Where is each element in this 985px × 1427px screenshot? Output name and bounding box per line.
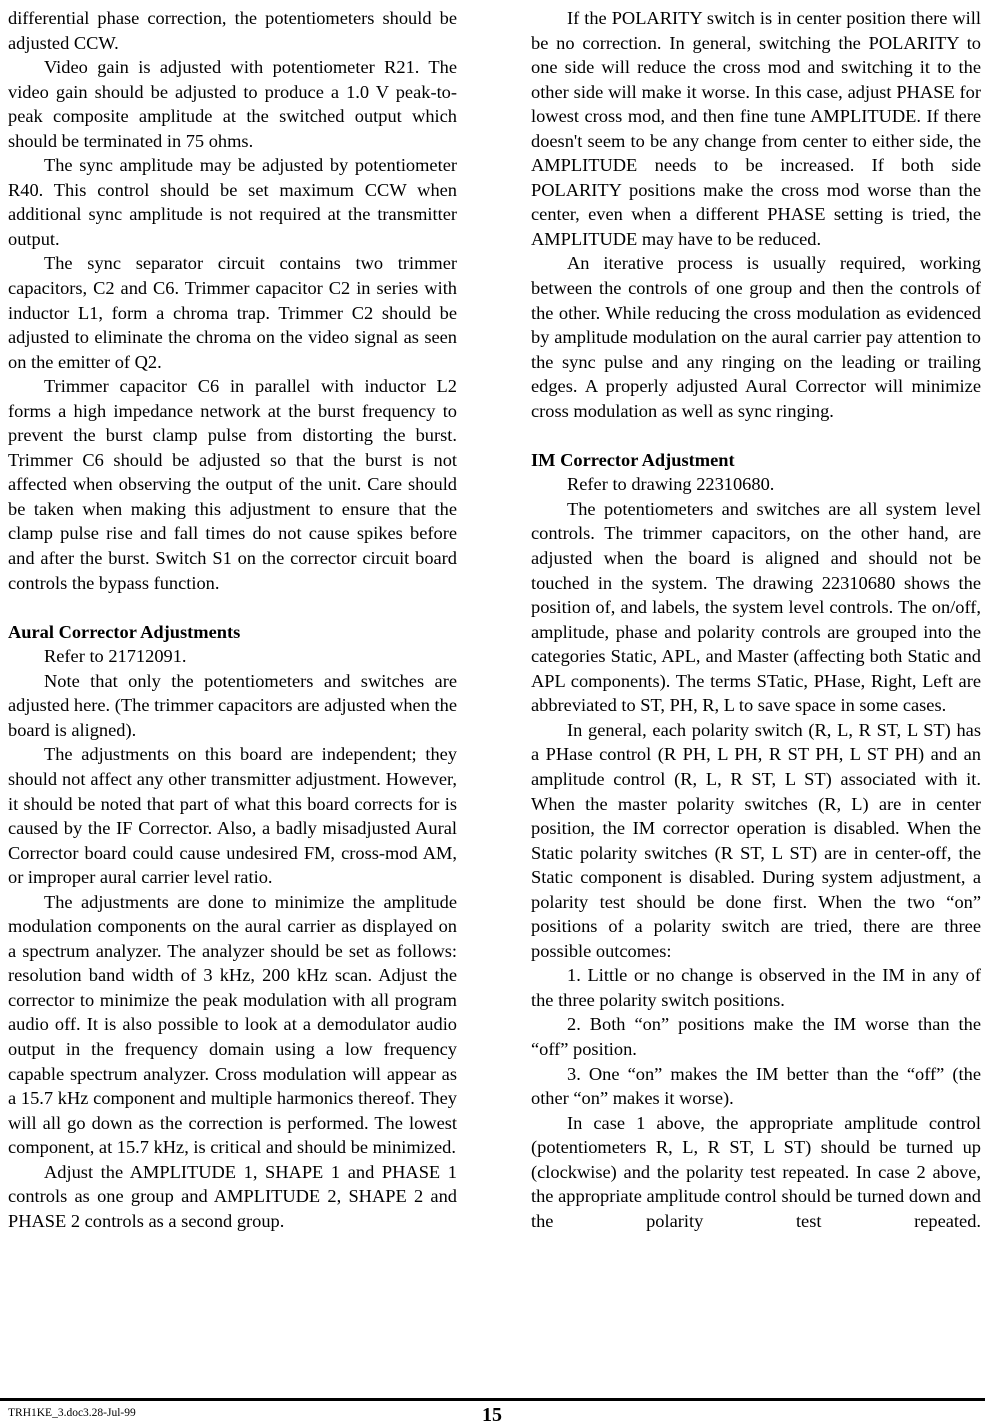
paragraph: The sync separator circuit contains two trimmer capacitors, C2 and C6. Trimmer capacitor C2 in series with inductor L1, form a chroma trap. Trimmer C2 should be adjusted to eliminate the chroma on the video signal as seen on the emitter of Q2. xyxy=(8,253,457,372)
page-number: 15 xyxy=(482,1404,502,1426)
paragraph: Refer to 21712091. xyxy=(44,646,187,667)
paragraph: The potentiometers and switches are all system level controls. The trimmer capacitors, on the other hand, are adjusted when the board is aligned and should not be touched in the system. The drawing 22310680 shows the position of, and labels, the system level controls. The on/off, amplitude, phase and polarity controls are grouped into the categories Static, APL, and Master (affecting both Static and APL components). The terms STatic, PHase, Right, Left are abbreviated to ST, PH, R, L to save space in some cases. xyxy=(531,498,981,716)
footer-rule xyxy=(0,1398,985,1401)
paragraph: 1. Little or no change is observed in the IM in any of the three polarity switch positions. xyxy=(531,965,981,1010)
paragraph: The adjustments are done to minimize the amplitude modulation components on the aural carrier as displayed on a spectrum analyzer. The analyzer should be set as follows: resolution band width of 3 kHz, 200 kHz scan. Adjust the corrector to minimize the peak modulation with all program audio off. It is also possible to look at a demodulator audio output in the frequency domain using a low frequency capable spectrum analyzer. Cross modulation will appear as a 15.7 kHz component and multiple harmonics thereof. They will all go down as the correction is performed. The lowest component, at 15.7 kHz, is critical and should be minimized. xyxy=(8,891,457,1158)
left-column xyxy=(8,6,457,1233)
right-column xyxy=(531,6,981,1233)
paragraph: 2. Both “on” positions make the IM worse than the “off” position. xyxy=(531,1014,981,1059)
paragraph: In general, each polarity switch (R, L, R ST, L ST) has a PHase control (R PH, L PH, R ST PH, L ST PH) and an amplitude control (R, L, R ST, L ST) associated with it. When the master polarity switches (R, L) are in center position, the IM corrector operation is disabled. When the Static polarity switches (R ST, L ST) are in center-off, the Static component is disabled. During system adjustment, a polarity test should be done first. When the two “on” positions of a polarity switch are tried, there are three possible outcomes: xyxy=(531,719,981,961)
paragraph: Video gain is adjusted with potentiometer R21. The video gain should be adjusted to produce a 1.0 V peak-to-peak composite amplitude at the switched output which should be terminated in 75 ohms. xyxy=(8,57,457,151)
footer-file-info: TRH1KE_3.doc3.28-Jul-99 xyxy=(8,1407,136,1419)
section-heading: IM Corrector Adjustment xyxy=(531,449,735,470)
paragraph: The adjustments on this board are independent; they should not affect any other transmitter adjustment. However, it should be noted that part of what this board corrects for is caused by the IF Corrector. Also, a badly misadjusted Aural Corrector board could cause undesired FM, cross-mod AM, or improper aural carrier level ratio. xyxy=(8,744,457,888)
paragraph: differential phase correction, the potentiometers should be adjusted CCW. xyxy=(8,8,457,53)
section-heading: Aural Corrector Adjustments xyxy=(8,621,241,642)
paragraph: 3. One “on” makes the IM better than the “off” (the other “on” makes it worse). xyxy=(531,1063,981,1109)
paragraph: Trimmer capacitor C6 in parallel with inductor L2 forms a high impedance network at the burst frequency to prevent the burst clamp pulse from distorting the burst. Trimmer C6 should be adjusted so that the burst is not affected when observing the output of the unit. Care should be taken when making this adjustment to ensure that the clamp pulse rise and fall times do not cause spikes before and after the burst. Switch S1 on the corrector circuit board controls the bypass function. xyxy=(8,376,457,593)
paragraph: Refer to drawing 22310680. xyxy=(567,474,775,495)
paragraph: Note that only the potentiometers and switches are adjusted here. (The trimmer capacitors are adjusted when the board is aligned). xyxy=(8,670,457,740)
paragraph: Adjust the AMPLITUDE 1, SHAPE 1 and PHASE 1 controls as one group and AMPLITUDE 2, SHAPE 2 and PHASE 2 controls as a second group. xyxy=(8,1161,457,1231)
paragraph: In case 1 above, the appropriate amplitude control (potentiometers R, L, R ST, L ST) should be turned up (clockwise) and the polarity test repeated. In case 2 above, the appropriate amplitude control should be turned down and the polarity test repeated. xyxy=(531,1112,981,1231)
paragraph: If the POLARITY switch is in center position there will be no correction. In general, switching the POLARITY to one side will reduce the cross mod and switching it to the other side will make it worse. In this case, adjust PHASE for lowest cross mod, and then fine tune AMPLITUDE. If there doesn't seem to be any change from center to either side, the AMPLITUDE needs to be increased. If both side POLARITY positions make the cross mod worse than the center, even when a different PHASE setting is tried, the AMPLITUDE may have to be reduced. xyxy=(531,8,981,249)
paragraph: The sync amplitude may be adjusted by potentiometer R40. This control should be set maximum CCW when additional sync amplitude is not required at the transmitter output. xyxy=(8,155,457,249)
paragraph: An iterative process is usually required, working between the controls of one group and then the controls of the other. While reducing the cross modulation as evidenced by amplitude modulation on the aural carrier pay attention to the sync pulse and any ringing on the leading or trailing edges. A properly adjusted Aural Corrector will minimize cross modulation as well as sync ringing. xyxy=(531,253,981,421)
